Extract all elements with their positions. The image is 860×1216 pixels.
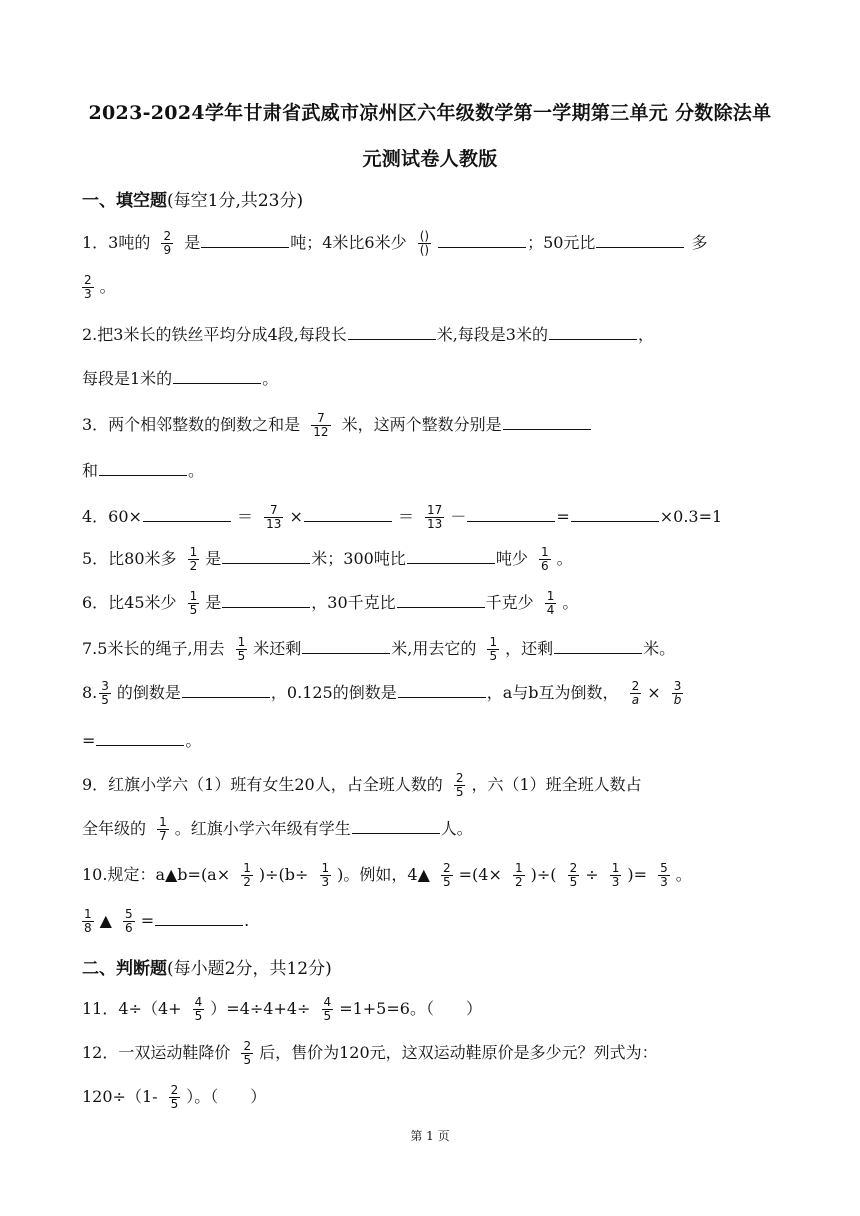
fraction: $\frac{2}{5}$	[243, 1039, 252, 1067]
page-footer: 第 1 页	[410, 1129, 450, 1143]
section-true-false	[82, 954, 332, 979]
fraction: $\frac{1}{3}$	[611, 861, 620, 889]
answer-blank[interactable]	[155, 909, 243, 926]
answer-blank[interactable]	[302, 637, 390, 654]
fraction: $\frac{1}{5}$	[489, 635, 498, 663]
question-6: 6．比45米少 $\frac{1}{5}$ 是 ，30千克比 千克少 $\frac{1}{4}$ 。	[82, 589, 579, 617]
question-2: 2.把3米长的铁丝平均分成4段,每段长 米,每段是3米的 ，	[82, 325, 655, 344]
fraction: $\frac{1}{4}$	[546, 589, 555, 617]
answer-blank[interactable]	[173, 367, 261, 384]
answer-blank[interactable]	[201, 231, 289, 248]
answer-blank[interactable]	[571, 505, 659, 522]
answer-blank[interactable]	[596, 231, 684, 248]
answer-blank[interactable]	[398, 681, 486, 698]
answer-blank[interactable]	[549, 323, 637, 340]
fraction-placeholder: $\frac{()}{()}$	[419, 229, 430, 257]
fraction: $\frac{17}{13}$	[427, 503, 443, 531]
fraction: $\frac{2}{a}$	[631, 679, 640, 707]
answer-blank[interactable]	[304, 505, 392, 522]
answer-blank[interactable]	[467, 505, 555, 522]
fraction: $\frac{5}{6}$	[125, 907, 133, 935]
answer-blank[interactable]	[438, 231, 526, 248]
fraction: $\frac{2}{5}$	[569, 861, 578, 889]
question-11: 11．4÷（4+ $\frac{4}{5}$ ）=4÷4+4÷ $\frac{4}{5}$ =1+5=6。（ ）	[82, 995, 482, 1023]
answer-blank[interactable]	[222, 547, 310, 564]
question-1-cont: $\frac{2}{3}$ 。	[84, 273, 116, 301]
section-heading: 一、填空题	[82, 191, 167, 211]
answer-blank[interactable]	[352, 817, 440, 834]
answer-blank[interactable]	[99, 459, 187, 476]
section-note: (每小题2分，共12分)	[167, 959, 332, 979]
answer-blank[interactable]	[554, 637, 642, 654]
fraction: $\frac{1}{8}$	[84, 907, 92, 935]
answer-blank[interactable]	[503, 413, 591, 430]
exam-title-line1: 2023-2024学年甘肃省武威市凉州区六年级数学第一学期第三单元 分数除法单	[88, 102, 772, 124]
answer-blank[interactable]	[143, 505, 231, 522]
fraction: $\frac{4}{5}$	[323, 995, 332, 1023]
fraction: $\frac{1}{7}$	[159, 815, 167, 843]
fraction: $\frac{7}{13}$	[266, 503, 282, 531]
fraction: $\frac{1}{5}$	[189, 589, 198, 617]
answer-blank[interactable]	[397, 591, 485, 608]
section-note: (每空1分,共23分)	[167, 191, 304, 211]
fraction: $\frac{1}{2}$	[243, 861, 251, 889]
question-3-cont: 和 。	[82, 461, 205, 480]
question-12: 12．一双运动鞋降价 $\frac{2}{5}$ 后，售价为120元，这双运动鞋原价是多少元？列式为：	[82, 1039, 658, 1067]
fraction: $\frac{2}{5}$	[442, 861, 451, 889]
fraction: $\frac{1}{5}$	[237, 635, 246, 663]
fraction: $\frac{2}{9}$	[163, 229, 172, 257]
exam-title-line2: 元测试卷人教版	[362, 148, 498, 170]
question-8: 8. $\frac{3}{5}$ 的倒数是 ，0.125的倒数是 ，a与b互为倒数， $\frac{2}{a}$ × $\frac{3}{b}$	[82, 679, 682, 707]
fraction: $\frac{3}{5}$	[101, 679, 109, 707]
question-4: 4．60× ＝ $\frac{7}{13}$ × ＝ $\frac{17}{13}$ － = ×0.3=1	[82, 503, 723, 531]
question-7: 7.5米长的绳子,用去 $\frac{1}{5}$ 米还剩 米,用去它的 $\frac{1}{5}$ ，还剩 米。	[82, 635, 676, 663]
fraction: $\frac{2}{5}$	[170, 1083, 179, 1111]
answer-blank[interactable]	[407, 547, 495, 564]
fraction: $\frac{2}{3}$	[84, 273, 92, 301]
fraction: $\frac{5}{3}$	[660, 861, 668, 889]
question-1: 1．3吨的 $\frac{2}{9}$ 是 吨；4米比6米少 $\frac{()}{()}$ ；50元比 多	[82, 229, 708, 257]
question-5: 5．比80米多 $\frac{1}{2}$ 是 米；300吨比 吨少 $\frac{1}{6}$ 。	[82, 545, 573, 573]
question-10-cont: $\frac{1}{8}$ ▲ $\frac{5}{6}$ = .	[84, 907, 250, 935]
question-10: 10.规定：a▲b=(a× $\frac{1}{2}$ )÷(b÷ $\frac{1}{3}$ )。例如，4▲ $\frac{2}{5}$ =(4× $\frac{1}{2}$ )÷( $\frac{2}{5}$ ÷ $\frac{1}{3}$ )= $\frac{5}{3}$ 。	[82, 861, 692, 889]
fraction: $\frac{1}{2}$	[514, 861, 523, 889]
section-heading: 二、判断题	[82, 959, 167, 979]
question-8-cont: = 。	[82, 731, 202, 750]
section-fill-blank	[82, 186, 303, 211]
fraction: $\frac{1}{2}$	[189, 545, 198, 573]
fraction: $\frac{1}{6}$	[540, 545, 549, 573]
question-9: 9．红旗小学六（1）班有女生20人，占全班人数的 $\frac{2}{5}$ ，六（1）班全班人数占	[82, 771, 642, 799]
fraction: $\frac{3}{b}$	[673, 679, 682, 707]
answer-blank[interactable]	[182, 681, 270, 698]
question-3: 3．两个相邻整数的倒数之和是 $\frac{7}{12}$ 米，这两个整数分别是	[82, 410, 592, 440]
answer-blank[interactable]	[96, 729, 184, 746]
question-9-cont: 全年级的 $\frac{1}{7}$ 。红旗小学六年级有学生 人。	[82, 815, 473, 843]
answer-blank[interactable]	[348, 323, 436, 340]
fraction: $\frac{2}{5}$	[455, 771, 464, 799]
question-12-cont: 120÷（1- $\frac{2}{5}$ ）。（ ）	[82, 1083, 267, 1111]
question-2-cont: 每段是1米的 。	[82, 369, 279, 388]
fraction: $\frac{1}{3}$	[321, 861, 330, 889]
fraction: $\frac{7}{12}$	[313, 411, 329, 439]
answer-blank[interactable]	[222, 591, 310, 608]
fraction: $\frac{4}{5}$	[194, 995, 203, 1023]
